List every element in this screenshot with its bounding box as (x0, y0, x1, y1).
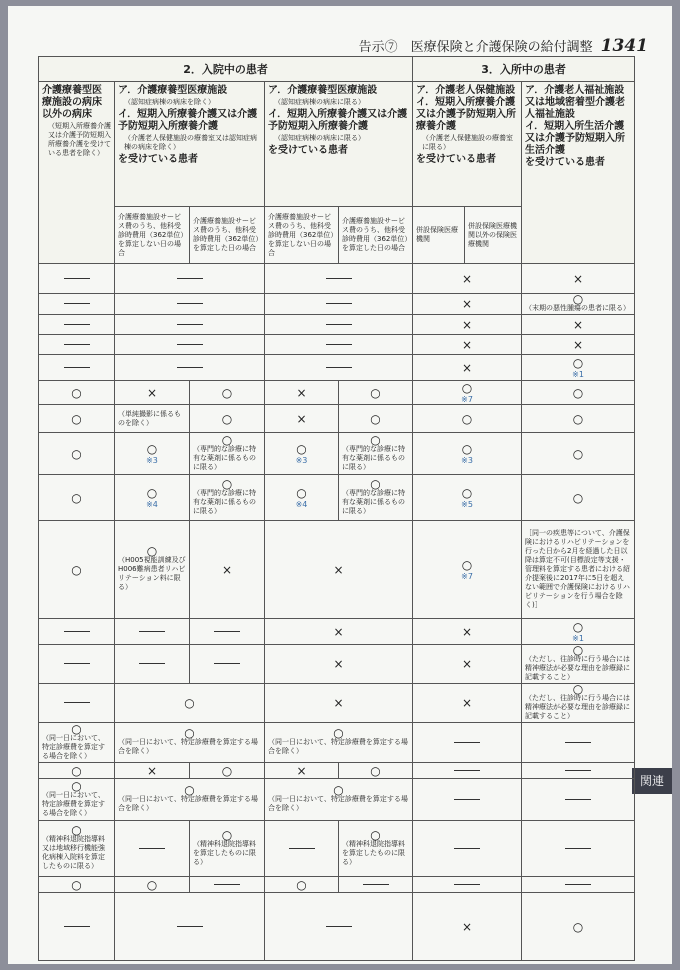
cell-cross: × (115, 763, 190, 779)
page-header (328, 36, 648, 56)
cell-note: ○ （精神科退院指導料又は地域移行機能強化病棟入院料を算定したものに限る） (39, 821, 115, 877)
cell-note: ○ （同一日において、特定診療費を算定する場合を除く） (265, 723, 413, 763)
cell-dash (265, 315, 413, 335)
cell-dash (115, 893, 265, 961)
table-row (39, 779, 635, 821)
cell-cross: × (265, 405, 339, 433)
cell-dash (39, 645, 115, 684)
cell-dash (522, 763, 635, 779)
cell-cross: × (413, 893, 522, 961)
cell-note: ○ （同一日において、特定診療費を算定する場合を除く） (115, 723, 265, 763)
header-title: 告示⑦ 医療保険と介護保険の給付調整 (358, 40, 593, 55)
cell-dash (115, 619, 190, 645)
cell-circle: ○ (190, 381, 265, 405)
cell-circle: ○ (39, 405, 115, 433)
table-row (39, 475, 635, 521)
table-row (39, 294, 635, 315)
cell-dash (115, 264, 265, 294)
cell-circle: ○ (115, 684, 265, 723)
table-row (39, 381, 635, 405)
cell-note: ○ （同一日において、特定診療費を算定する場合を除く） (115, 779, 265, 821)
cell-note: ○ （同一日において、特定診療費を算定する場合を除く） (39, 779, 115, 821)
cell-dash (115, 315, 265, 335)
cell-note: ○ （専門的な診療に特有な薬剤に係るものに限る） (190, 433, 265, 475)
column-header-row (39, 82, 635, 207)
sub-header-3a: 介護療養施設サービス費のうち、他科受診時費用（362単位）を算定しない日の場合 (265, 207, 339, 264)
cell-note: ○ （ただし、往診時に行う場合には精神療法が必要な理由を診療録に記載すること） (522, 645, 635, 684)
cell-dash (265, 355, 413, 381)
cell-circle: ○ (522, 381, 635, 405)
cell-cross: × (522, 315, 635, 335)
cell-circle: ○ (339, 381, 413, 405)
cell-circle: ○ (39, 763, 115, 779)
cell-circle: ○ (522, 475, 635, 521)
cell-dash (413, 821, 522, 877)
cell-circle-ref: ○ ※7 (413, 381, 522, 405)
cell-note: ○ （専門的な診療に特有な薬剤に係るものに限る） (190, 475, 265, 521)
cell-circle-ref: ○ ※4 (115, 475, 190, 521)
sub-header-3b: 介護療養施設サービス費のうち、他科受診時費用（362単位）を算定した日の場合 (339, 207, 413, 264)
cell-cross: × (115, 381, 190, 405)
benefit-table (38, 56, 635, 961)
group-inpatient: 2．入院中の患者 (39, 57, 413, 82)
cell-circle: ○ (190, 405, 265, 433)
cell-cross: × (522, 335, 635, 355)
cell-circle-ref: ○ ※4 (265, 475, 339, 521)
cell-cross: × (522, 264, 635, 294)
group-resident: 3．入所中の患者 (413, 57, 635, 82)
cell-circle: ○ (522, 405, 635, 433)
table-row (39, 264, 635, 294)
cell-circle: ○ (39, 521, 115, 619)
cell-cross: × (413, 684, 522, 723)
table-row (39, 315, 635, 335)
cell-dash (265, 264, 413, 294)
cell-circle: ○ (115, 877, 190, 893)
cell-dash (115, 335, 265, 355)
cell-cross: × (190, 521, 265, 619)
cell-dash (522, 877, 635, 893)
table-row (39, 821, 635, 877)
cell-circle-ref: ○ ※7 (413, 521, 522, 619)
cell-dash (39, 315, 115, 335)
cell-circle-ref: ○ ※1 (522, 355, 635, 381)
cell-note: ○ （H005視能訓練及びH006難病患者リハビリテーション料に限る） (115, 521, 190, 619)
col-header-5: ア．介護老人福祉施設又は地域密着型介護老人福祉施設 イ．短期入所生活介護又は介護予防短期入所生活介護 を受けている患者 (522, 82, 635, 264)
cell-circle: ○ (339, 405, 413, 433)
cell-cross: × (265, 619, 413, 645)
cell-circle-ref: ○ ※3 (115, 433, 190, 475)
cell-note: ［同一の疾患等について、介護保険におけるリハビリテーションを行った日から2月を経過した日以降は算定不可(目標設定等支援・管理料を算定する患者における紹介提案後に2017年に5日を超えない範囲で介護保険におけるリハビリテーションを行う場合を除く)］ (522, 521, 635, 619)
sub-header-4a: 併設保険医療機関 (413, 207, 465, 264)
cell-cross: × (413, 335, 522, 355)
col-header-2: ア．介護療養型医療施設 （認知症病棟の病床を除く） イ．短期入所療養介護又は介護予防短期入所療養介護 （介護老人保健施設の療養室又は認知症病棟の病床を除く） を受けている患者 (115, 82, 265, 207)
cell-cross: × (413, 315, 522, 335)
cell-cross: × (265, 521, 413, 619)
table-row (39, 405, 635, 433)
cell-note: ○ （同一日において、特定診療費を算定する場合を除く） (39, 723, 115, 763)
cell-circle: ○ (39, 433, 115, 475)
cell-dash (522, 779, 635, 821)
cell-cross: × (413, 294, 522, 315)
sub-header-2a: 介護療養施設サービス費のうち、他科受診時費用（362単位）を算定しない日の場合 (115, 207, 190, 264)
col-header-3: ア．介護療養型医療施設 （認知症病棟の病床に限る） イ．短期入所療養介護又は介護予防短期入所療養介護 （認知症病棟の病床に限る） を受けている患者 (265, 82, 413, 207)
table-row (39, 645, 635, 684)
cell-dash (39, 893, 115, 961)
col-header-1: 介護療養型医療施設の病床以外の病床 （短期入所療養介護又は介護予防短期入所療養介護を受けている患者を除く） (39, 82, 115, 264)
cell-circle-ref: ○ ※1 (522, 619, 635, 645)
cell-circle: ○ (522, 433, 635, 475)
cell-circle: ○ (413, 405, 522, 433)
table-row (39, 684, 635, 723)
cell-dash (115, 355, 265, 381)
cell-dash (39, 264, 115, 294)
cell-circle-ref: ○ ※3 (265, 433, 339, 475)
cell-cross: × (265, 763, 339, 779)
cell-dash (265, 821, 339, 877)
cell-cross: × (413, 264, 522, 294)
side-tab[interactable]: 関連 (632, 768, 672, 794)
cell-dash (522, 723, 635, 763)
cell-circle-ref: ○ ※3 (413, 433, 522, 475)
cell-dash (39, 684, 115, 723)
cell-dash (265, 893, 413, 961)
cell-cross: × (413, 645, 522, 684)
cell-note: ○ （同一日において、特定診療費を算定する場合を除く） (265, 779, 413, 821)
table-row (39, 521, 635, 619)
cell-dash (190, 619, 265, 645)
cell-dash (190, 645, 265, 684)
group-header-row (39, 57, 635, 82)
table-row (39, 619, 635, 645)
cell-dash (413, 779, 522, 821)
cell-cross: × (265, 645, 413, 684)
cell-dash (522, 821, 635, 877)
cell-circle: ○ (39, 475, 115, 521)
cell-dash (190, 877, 265, 893)
cell-dash (413, 723, 522, 763)
cell-note: ○ （精神科退院指導料を算定したものに限る） (339, 821, 413, 877)
cell-cross: × (265, 381, 339, 405)
cell-circle: ○ (265, 877, 339, 893)
page-number: 1341 (600, 36, 648, 56)
cell-circle: ○ (39, 877, 115, 893)
cell-cross: × (413, 355, 522, 381)
table-row (39, 893, 635, 961)
cell-dash (39, 294, 115, 315)
cell-dash (265, 335, 413, 355)
cell-cross: × (265, 684, 413, 723)
cell-note: ○ （末期の悪性腫瘍の患者に限る） (522, 294, 635, 315)
cell-circle: ○ (39, 381, 115, 405)
table-row (39, 723, 635, 763)
cell-note: （単純撮影に係るものを除く） (115, 405, 190, 433)
cell-dash (115, 645, 190, 684)
cell-circle-ref: ○ ※5 (413, 475, 522, 521)
cell-dash (39, 619, 115, 645)
cell-dash (39, 335, 115, 355)
sub-header-4b: 併設保険医療機関以外の保険医療機関 (465, 207, 522, 264)
table-row (39, 433, 635, 475)
cell-dash (265, 294, 413, 315)
table-row (39, 335, 635, 355)
cell-note: ○ （専門的な診療に特有な薬剤に係るものに限る） (339, 475, 413, 521)
cell-dash (413, 877, 522, 893)
table-row (39, 355, 635, 381)
cell-note: ○ （専門的な診療に特有な薬剤に係るものに限る） (339, 433, 413, 475)
col-header-4: ア．介護老人保健施設 イ．短期入所療養介護又は介護予防短期入所療養介護 （介護老人保健施設の療養室に限る） を受けている患者 (413, 82, 522, 207)
cell-circle: ○ (190, 763, 265, 779)
cell-circle: ○ (339, 763, 413, 779)
table-row (39, 763, 635, 779)
sub-header-2b: 介護療養施設サービス費のうち、他科受診時費用（362単位）を算定した日の場合 (190, 207, 265, 264)
cell-cross: × (413, 619, 522, 645)
cell-dash (339, 877, 413, 893)
table-row (39, 877, 635, 893)
cell-dash (115, 294, 265, 315)
cell-note: ○ （精神科退院指導料を算定したものに限る） (190, 821, 265, 877)
cell-note: ○ （ただし、往診時に行う場合には精神療法が必要な理由を診療録に記載すること） (522, 684, 635, 723)
cell-dash (39, 355, 115, 381)
cell-dash (413, 763, 522, 779)
cell-dash (115, 821, 190, 877)
cell-circle: ○ (522, 893, 635, 961)
